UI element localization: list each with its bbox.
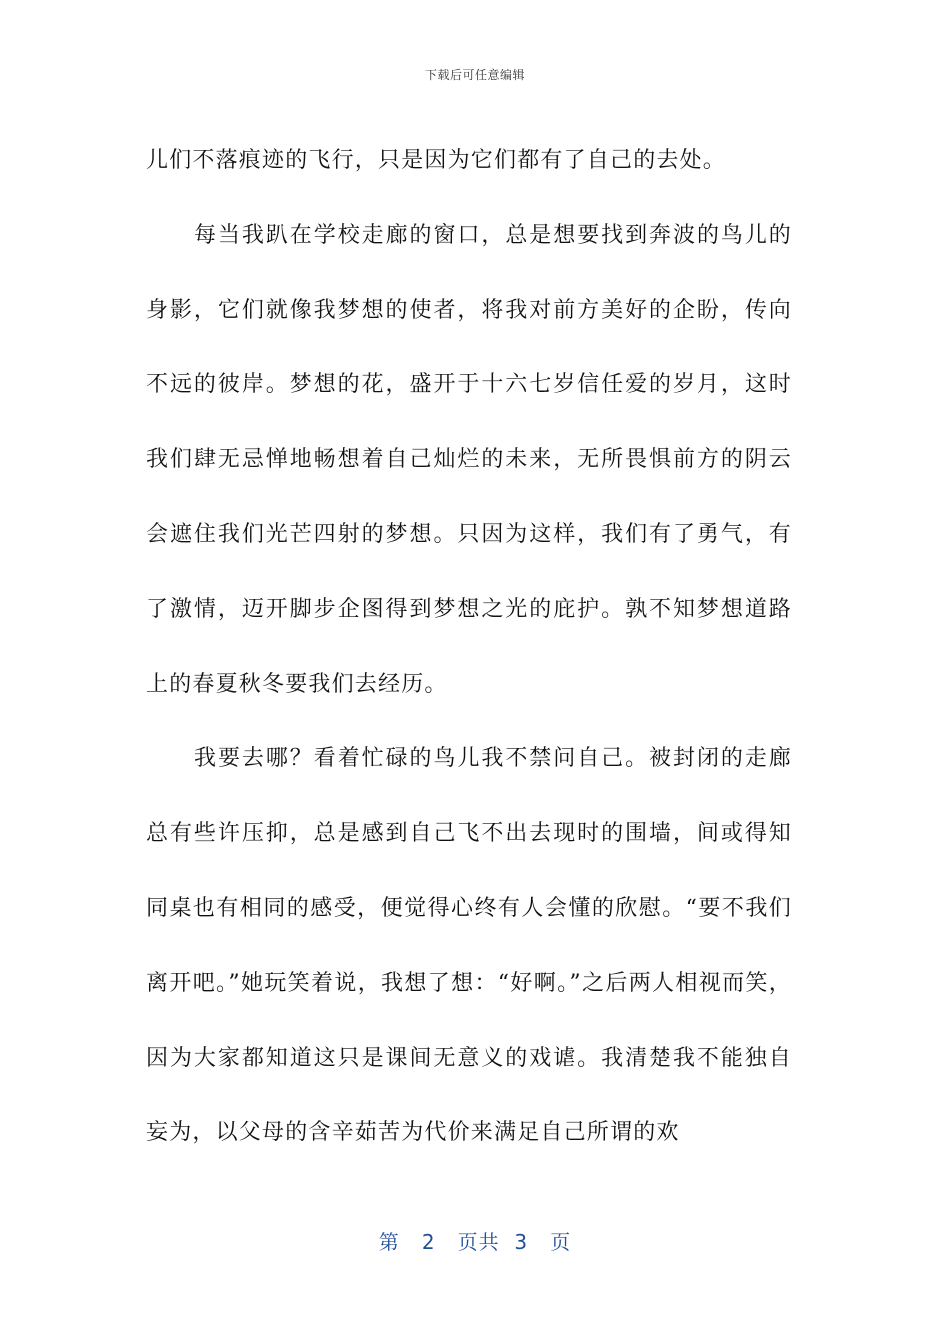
page-header-text: 下载后可任意编辑: [424, 68, 525, 82]
page-footer: [0, 1226, 950, 1255]
footer-total-pages: 3: [514, 1230, 529, 1254]
paragraph-3: 我要去哪？看着忙碌的鸟儿我不禁问自己。被封闭的走廊总有些许压抑，总是感到自己飞不出去现时的围墙，间或得知同桌也有相同的感受，便觉得心终有人会懂的欣慰。“要不我们离开吧。”她玩笑着说，我想了想：“好啊。”之后两人相视而笑，因为大家都知道这只是课间无意义的戏谑。我清楚我不能独自妄为，以父母的含辛茹苦为代价来满足自己所谓的欢: [146, 746, 792, 1146]
paragraph-2: 每当我趴在学校走廊的窗口，总是想要找到奔波的鸟儿的身影，它们就像我梦想的使者，将我对前方美好的企盼，传向不远的彼岸。梦想的花，盛开于十六七岁信任爱的岁月，这时我们肆无忌惮地畅想着自己灿烂的未来，无所畏惧前方的阴云会遮住我们光芒四射的梦想。只因为这样，我们有了勇气，有了激情，迈开脚步企图得到梦想之光的庇护。孰不知梦想道路上的春夏秋冬要我们去经历。: [146, 222, 792, 697]
footer-middle: 页共: [457, 1230, 500, 1254]
document-body: [146, 124, 792, 1171]
paragraph-1: 儿们不落痕迹的飞行，只是因为它们都有了自己的去处。: [146, 148, 727, 173]
footer-current-page: 2: [421, 1230, 436, 1254]
footer-prefix: 第: [378, 1230, 400, 1254]
footer-suffix: 页: [550, 1230, 572, 1254]
